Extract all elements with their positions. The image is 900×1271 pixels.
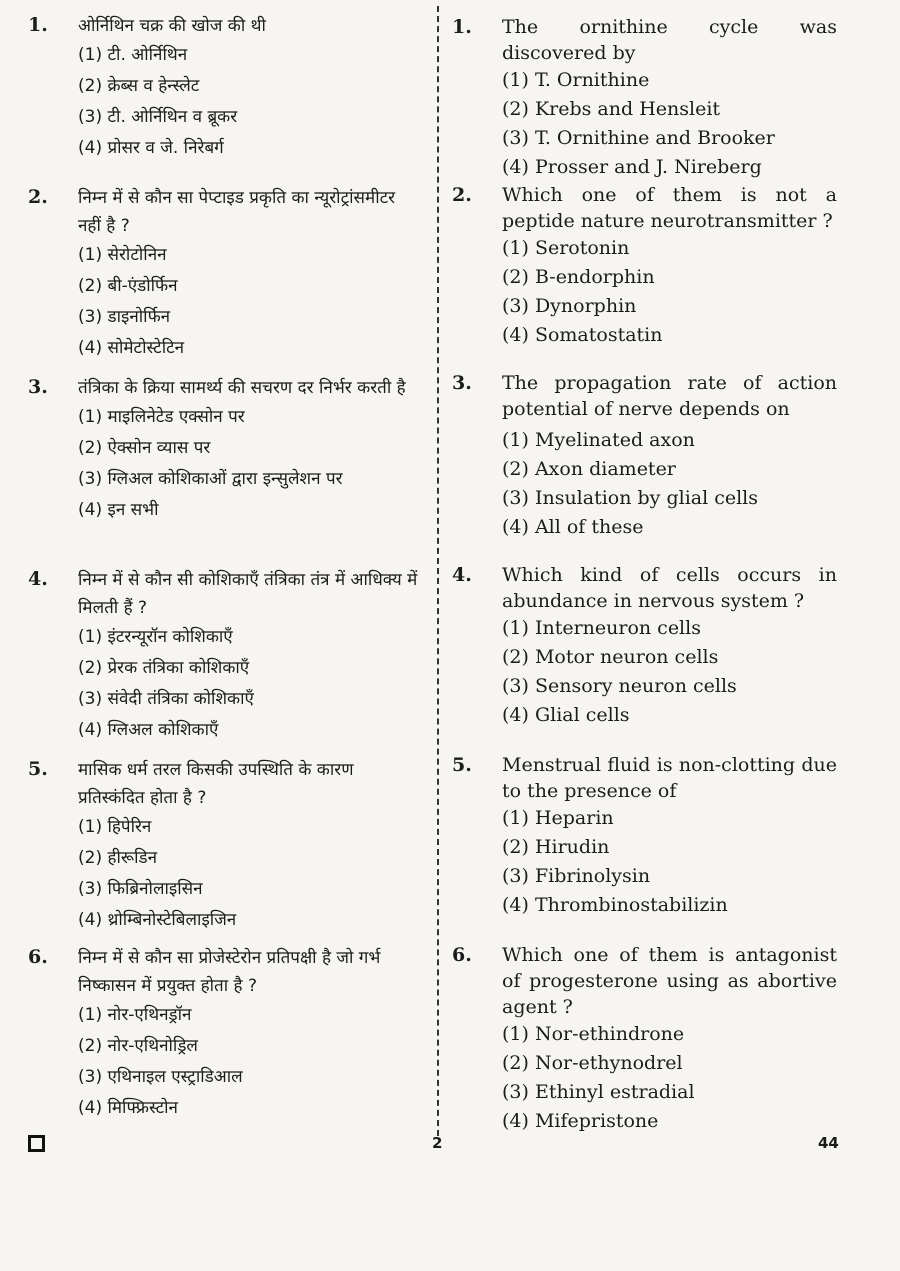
question-text: The propagation rate of action potential of nerve depends on xyxy=(502,372,837,420)
question-text: तंत्रिका के क्रिया सामर्थ्य की सचरण दर निर्भर करती है xyxy=(78,378,406,398)
option-3: (3) T. Ornithine and Brooker xyxy=(502,127,775,149)
option-2: (2) Nor-ethynodrel xyxy=(502,1052,683,1074)
question-number: 5. xyxy=(28,758,48,780)
question-number: 2. xyxy=(28,186,48,208)
english-question-5 xyxy=(452,752,837,920)
column-divider xyxy=(437,6,439,1136)
option-4: (4) Somatostatin xyxy=(502,324,663,346)
options-list xyxy=(28,812,420,936)
options-list xyxy=(28,622,420,746)
option-3: (3) संवेदी तंत्रिका कोशिकाएँ xyxy=(78,689,254,709)
option-1: (1) Heparin xyxy=(502,807,614,829)
options-list xyxy=(452,614,837,730)
option-3: (3) फिब्रिनोलाइसिन xyxy=(78,879,203,899)
option-3: (3) Fibrinolysin xyxy=(502,865,651,887)
hindi-question-5 xyxy=(28,756,420,936)
option-1: (1) Nor-ethindrone xyxy=(502,1023,685,1045)
question-number: 1. xyxy=(452,16,472,38)
option-1: (1) टी. ओर्निथिन xyxy=(78,45,188,65)
option-1: (1) Serotonin xyxy=(502,237,630,259)
option-4: (4) All of these xyxy=(502,516,644,538)
option-1: (1) माइलिनेटेड एक्सोन पर xyxy=(78,407,245,427)
question-number: 6. xyxy=(28,946,48,968)
question-text: Which kind of cells occurs in abundance in nervous system ? xyxy=(502,564,837,612)
option-4: (4) Prosser and J. Nireberg xyxy=(502,156,762,178)
question-number: 4. xyxy=(452,564,472,586)
option-2: (2) क्रेब्स व हेन्स्लेट xyxy=(78,76,200,96)
question-text: निम्न में से कौन सा प्रोजेस्टेरोन प्रतिपक्षी है जो गर्भ निष्कासन में प्रयुक्त होता है ? xyxy=(78,948,381,996)
options-list xyxy=(452,234,837,350)
question-number: 5. xyxy=(452,754,472,776)
question-number: 6. xyxy=(452,944,472,966)
english-question-3 xyxy=(452,370,837,542)
question-text: The ornithine cycle was discovered by xyxy=(502,16,837,64)
option-2: (2) ऐक्सोन व्यास पर xyxy=(78,438,211,458)
options-list xyxy=(452,804,837,920)
option-1: (1) हिपेरिन xyxy=(78,817,152,837)
booklet-code: 44 xyxy=(818,1134,839,1152)
option-4: (4) प्रोसर व जे. निरेबर्ग xyxy=(78,138,224,158)
option-3: (3) Sensory neuron cells xyxy=(502,675,737,697)
english-question-1 xyxy=(452,14,837,182)
option-1: (1) सेरोटोनिन xyxy=(78,245,167,265)
option-2: (2) प्रेरक तंत्रिका कोशिकाएँ xyxy=(78,658,250,678)
option-4: (4) सोमेटोस्टेटिन xyxy=(78,338,185,358)
hindi-question-4 xyxy=(28,566,420,746)
hindi-question-6 xyxy=(28,944,420,1124)
option-4: (4) इन सभी xyxy=(78,500,159,520)
page-footer xyxy=(0,1134,900,1158)
option-4: (4) Mifepristone xyxy=(502,1110,659,1132)
option-3: (3) एथिनाइल एस्ट्राडिआल xyxy=(78,1067,243,1087)
question-text: निम्न में से कौन सी कोशिकाएँ तंत्रिका तंत्र में आधिक्य में मिलती हैं ? xyxy=(78,570,418,618)
option-3: (3) डाइनोर्फिन xyxy=(78,307,171,327)
option-3: (3) ग्लिअल कोशिकाओं द्वारा इन्सुलेशन पर xyxy=(78,469,343,489)
options-list xyxy=(28,402,420,526)
english-question-4 xyxy=(452,562,837,730)
option-1: (1) इंटरन्यूरॉन कोशिकाएँ xyxy=(78,627,233,647)
question-text: निम्न में से कौन सा पेप्टाइड प्रकृति का न्यूरोट्रांसमीटर नहीं है ? xyxy=(78,188,396,236)
option-1: (1) Interneuron cells xyxy=(502,617,701,639)
question-text: Which one of them is not a peptide nature neurotransmitter ? xyxy=(502,184,837,232)
english-question-2 xyxy=(452,182,837,350)
option-2: (2) नोर-एथिनोड्रिल xyxy=(78,1036,198,1056)
option-2: (2) B-endorphin xyxy=(502,266,655,288)
option-3: (3) Insulation by glial cells xyxy=(502,487,758,509)
option-2: (2) Hirudin xyxy=(502,836,610,858)
option-3: (3) Ethinyl estradial xyxy=(502,1081,695,1103)
options-list xyxy=(28,40,420,164)
hindi-question-3 xyxy=(28,374,420,526)
question-number: 2. xyxy=(452,184,472,206)
hindi-question-2 xyxy=(28,184,420,364)
options-list xyxy=(452,1020,837,1136)
option-1: (1) Myelinated axon xyxy=(502,429,695,451)
english-question-6 xyxy=(452,942,837,1136)
question-text: मासिक धर्म तरल किसकी उपस्थिति के कारण प्रतिस्कंदित होता है ? xyxy=(78,760,354,808)
hindi-question-1 xyxy=(28,12,420,164)
option-2: (2) Axon diameter xyxy=(502,458,676,480)
options-list xyxy=(28,1000,420,1124)
option-2: (2) बी-एंडोर्फिन xyxy=(78,276,178,296)
corner-square-mark xyxy=(28,1135,45,1152)
option-2: (2) Motor neuron cells xyxy=(502,646,719,668)
option-4: (4) Glial cells xyxy=(502,704,630,726)
option-4: (4) ग्लिअल कोशिकाएँ xyxy=(78,720,219,740)
option-4: (4) मिफ्फ्रिस्टोन xyxy=(78,1098,178,1118)
option-2: (2) हीरूडिन xyxy=(78,848,158,868)
question-text: Menstrual fluid is non-clotting due to the presence of xyxy=(502,754,837,802)
options-list xyxy=(452,66,837,182)
question-number: 4. xyxy=(28,568,48,590)
question-text: ओर्निथिन चक्र की खोज की थी xyxy=(78,16,266,36)
option-4: (4) Thrombinostabilizin xyxy=(502,894,728,916)
option-3: (3) टी. ओर्निथिन व ब्रूकर xyxy=(78,107,238,127)
option-1: (1) T. Ornithine xyxy=(502,69,650,91)
option-4: (4) थ्रोम्बिनोस्टेबिलाइजिन xyxy=(78,910,237,930)
page-number: 2 xyxy=(432,1134,443,1152)
options-list xyxy=(28,240,420,364)
option-1: (1) नोर-एथिनड्रॉन xyxy=(78,1005,192,1025)
option-2: (2) Krebs and Hensleit xyxy=(502,98,721,120)
question-text: Which one of them is antagonist of progesterone using as abortive agent ? xyxy=(502,944,837,1018)
question-number: 1. xyxy=(28,14,48,36)
question-number: 3. xyxy=(28,376,48,398)
option-3: (3) Dynorphin xyxy=(502,295,637,317)
options-list xyxy=(452,426,837,542)
question-number: 3. xyxy=(452,372,472,394)
